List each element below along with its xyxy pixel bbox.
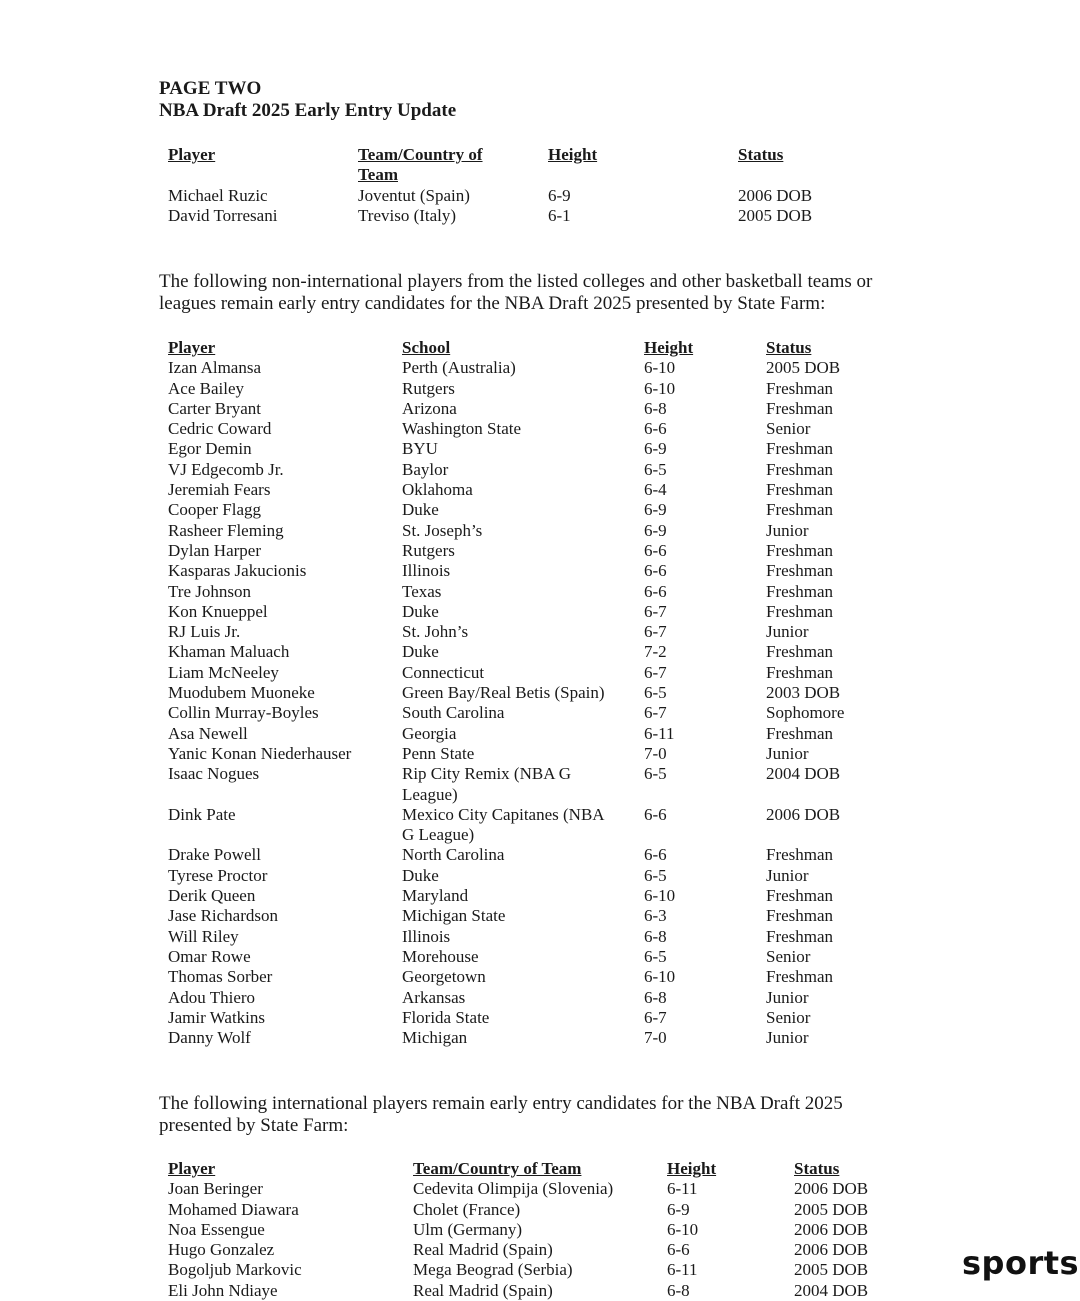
table-cell: Freshman <box>766 906 834 926</box>
table-cell: Morehouse <box>402 946 479 966</box>
table-cell: 2003 DOB <box>766 683 841 703</box>
table-cell: 6-6 <box>644 419 667 439</box>
table-cell: Eli John Ndiaye <box>168 1280 278 1300</box>
table-cell: Perth (Australia) <box>402 358 516 378</box>
table-cell: 7-0 <box>644 1028 667 1048</box>
table-cell: Joan Beringer <box>168 1179 263 1199</box>
table-cell: Junior <box>766 622 809 642</box>
table-cell: Freshman <box>766 845 834 865</box>
table-cell: Freshman <box>766 581 834 601</box>
table-cell: 6-8 <box>644 398 667 418</box>
table-cell: Duke <box>402 601 439 621</box>
table-cell: Freshman <box>766 398 834 418</box>
table-cell: Will Riley <box>168 926 239 946</box>
table-cell: Jeremiah Fears <box>168 480 271 500</box>
table-cell: 6-10 <box>644 378 676 398</box>
table-cell: Carter Bryant <box>168 398 261 418</box>
table-cell: Maryland <box>402 886 469 906</box>
table-cell: 2006 DOB <box>794 1219 869 1239</box>
table-cell: David Torresani <box>168 205 278 225</box>
table-cell: 2005 DOB <box>738 205 813 225</box>
table-cell: 6-5 <box>644 865 667 885</box>
table-cell: Freshman <box>766 500 834 520</box>
table-cell: St. John’s <box>402 622 469 642</box>
table-cell: 6-11 <box>667 1179 698 1199</box>
table-cell: 6-5 <box>644 946 667 966</box>
table-cell: Washington State <box>402 419 522 439</box>
table-cell: Izan Almansa <box>168 358 261 378</box>
table-cell: 2006 DOB <box>794 1179 869 1199</box>
header-cell: Status <box>794 1159 840 1178</box>
table-cell: Kon Knueppel <box>168 601 268 621</box>
table-cell: South Carolina <box>402 703 505 723</box>
table-cell: 6-1 <box>548 205 571 225</box>
table-cell: 6-7 <box>644 703 667 723</box>
table-cell: Kasparas Jakucionis <box>168 561 307 581</box>
table-cell: Michael Ruzic <box>168 185 268 205</box>
table-cell: Rasheer Fleming <box>168 520 284 540</box>
table-cell: Cedevita Olimpija (Slovenia) <box>413 1179 614 1199</box>
table-cell: Senior <box>766 1007 811 1027</box>
table-cell: 6-5 <box>644 459 667 479</box>
table-cell: Thomas Sorber <box>168 967 273 987</box>
table-cell: Yanic Konan Niederhauser <box>168 743 352 763</box>
table-cell: Dink Pate <box>168 804 236 824</box>
table-cell: 6-9 <box>644 439 667 459</box>
table-cell: VJ Edgecomb Jr. <box>168 459 284 479</box>
table-cell: Cholet (France) <box>413 1199 521 1219</box>
table-cell: 2005 DOB <box>794 1199 869 1219</box>
table-cell: 6-7 <box>644 1007 667 1027</box>
table-cell: Arkansas <box>402 987 466 1007</box>
table-cell: Asa Newell <box>168 723 248 743</box>
table-cell: 2004 DOB <box>766 764 841 784</box>
table-cell: 6-10 <box>644 358 676 378</box>
table-cell: 2006 DOB <box>794 1240 869 1260</box>
table-cell: 6-7 <box>644 662 667 682</box>
table-cell: Freshman <box>766 967 834 987</box>
table-cell: Freshman <box>766 926 834 946</box>
table-cell: Freshman <box>766 723 834 743</box>
table-cell: Junior <box>766 520 809 540</box>
page-label: PAGE TWO <box>159 78 262 99</box>
table-cell: Sophomore <box>766 703 845 723</box>
table-cell: 6-11 <box>667 1260 698 1280</box>
table-cell: Texas <box>402 581 442 601</box>
header-cell: Player <box>168 338 216 357</box>
table-cell: Mohamed Diawara <box>168 1199 299 1219</box>
table-cell: Florida State <box>402 1007 490 1027</box>
header-cell: Player <box>168 145 216 164</box>
table-cell: Freshman <box>766 439 834 459</box>
table-cell: Arizona <box>402 398 457 418</box>
table-cell: Danny Wolf <box>168 1028 251 1048</box>
table-cell: Rip City Remix (NBA G League) <box>402 764 572 804</box>
table-cell: 2004 DOB <box>794 1280 869 1300</box>
table-cell: Michigan <box>402 1028 468 1048</box>
table-cell: Junior <box>766 987 809 1007</box>
table-cell: Ace Bailey <box>168 378 244 398</box>
table-cell: Freshman <box>766 459 834 479</box>
table-cell: Michigan State <box>402 906 506 926</box>
header-cell: Status <box>738 145 784 164</box>
table-cell: Isaac Nogues <box>168 764 260 784</box>
table-cell: Baylor <box>402 459 449 479</box>
table-cell: 6-9 <box>667 1199 690 1219</box>
header-cell: School <box>402 338 451 357</box>
table-cell: Freshman <box>766 886 834 906</box>
table-cell: 6-9 <box>644 500 667 520</box>
table-cell: Ulm (Germany) <box>413 1219 523 1239</box>
table-cell: 6-6 <box>644 540 667 560</box>
table-cell: Freshman <box>766 561 834 581</box>
table-cell: Illinois <box>402 926 451 946</box>
table-cell: Freshman <box>766 662 834 682</box>
table-cell: Green Bay/Real Betis (Spain) <box>402 683 605 703</box>
header-cell: Team/Country of Team <box>358 145 483 185</box>
table-cell: Senior <box>766 946 811 966</box>
table-cell: Tre Johnson <box>168 581 251 601</box>
table-cell: Real Madrid (Spain) <box>413 1280 553 1300</box>
table-cell: Hugo Gonzalez <box>168 1240 275 1260</box>
table-cell: Penn State <box>402 743 475 763</box>
table-cell: 6-5 <box>644 683 667 703</box>
table-cell: 7-0 <box>644 743 667 763</box>
table-cell: Junior <box>766 743 809 763</box>
table-cell: Freshman <box>766 601 834 621</box>
table-cell: Freshman <box>766 378 834 398</box>
table-cell: Illinois <box>402 561 451 581</box>
table-cell: 6-8 <box>644 926 667 946</box>
table-cell: Noa Essengue <box>168 1219 265 1239</box>
table-cell: 6-9 <box>548 185 571 205</box>
table-cell: Liam McNeeley <box>168 662 279 682</box>
table-cell: 6-3 <box>644 906 667 926</box>
table-cell: 6-10 <box>644 886 676 906</box>
header-cell: Height <box>667 1159 717 1178</box>
table-cell: 6-6 <box>644 561 667 581</box>
table-cell: North Carolina <box>402 845 505 865</box>
table-cell: Drake Powell <box>168 845 262 865</box>
table-cell: 6-10 <box>667 1219 699 1239</box>
table-cell: Senior <box>766 419 811 439</box>
table-cell: 2005 DOB <box>766 358 841 378</box>
table-cell: Freshman <box>766 540 834 560</box>
table-cell: Freshman <box>766 480 834 500</box>
table-cell: Duke <box>402 865 439 885</box>
table-cell: Bogoljub Markovic <box>168 1260 302 1280</box>
table-cell: 2006 DOB <box>738 185 813 205</box>
table-cell: Jamir Watkins <box>168 1007 266 1027</box>
table-cell: 6-6 <box>644 845 667 865</box>
table-cell: 6-11 <box>644 723 675 743</box>
table-cell: Oklahoma <box>402 480 473 500</box>
table-cell: Rutgers <box>402 540 455 560</box>
table-cell: Junior <box>766 865 809 885</box>
table-cell: Connecticut <box>402 662 485 682</box>
table-cell: 2006 DOB <box>766 804 841 824</box>
table-cell: Adou Thiero <box>168 987 256 1007</box>
table-cell: 6-5 <box>644 764 667 784</box>
table-cell: Khaman Maluach <box>168 642 290 662</box>
header-cell: Height <box>644 338 694 357</box>
page-title: NBA Draft 2025 Early Entry Update <box>159 100 457 121</box>
table-cell: Omar Rowe <box>168 946 251 966</box>
table-cell: 6-8 <box>667 1280 690 1300</box>
table-cell: Rutgers <box>402 378 455 398</box>
table-cell: Mexico City Capitanes (NBA G League) <box>402 804 604 845</box>
table-cell: 6-6 <box>644 804 667 824</box>
header-cell: Height <box>548 145 598 164</box>
table-cell: Derik Queen <box>168 886 256 906</box>
table-cell: Mega Beograd (Serbia) <box>413 1260 573 1280</box>
table-cell: Cedric Coward <box>168 419 272 439</box>
table-cell: Dylan Harper <box>168 540 261 560</box>
table-cell: 6-4 <box>644 480 667 500</box>
table-cell: 6-9 <box>644 520 667 540</box>
header-cell: Player <box>168 1159 216 1178</box>
table-cell: 6-7 <box>644 622 667 642</box>
section3-intro: The following international players remain early entry candidates for the NBA Draft 2025 presented by State Farm: <box>159 1093 843 1136</box>
table-cell: 6-8 <box>644 987 667 1007</box>
table-cell: 6-6 <box>667 1240 690 1260</box>
table-cell: Georgia <box>402 723 457 743</box>
table-cell: 7-2 <box>644 642 667 662</box>
table-cell: Muodubem Muoneke <box>168 683 315 703</box>
table-cell: Real Madrid (Spain) <box>413 1240 553 1260</box>
section2-intro: The following non-international players from the listed colleges and other basketball teams or leagues remain early entry candidates for the NBA Draft 2025 presented by State Farm: <box>159 271 873 314</box>
table-cell: Egor Demin <box>168 439 252 459</box>
watermark-logo: sports <box>962 1244 1080 1282</box>
table-cell: Freshman <box>766 642 834 662</box>
table-cell: 6-7 <box>644 601 667 621</box>
table-cell: St. Joseph’s <box>402 520 483 540</box>
table-cell: Collin Murray-Boyles <box>168 703 319 723</box>
table-cell: Georgetown <box>402 967 486 987</box>
table-cell: Joventut (Spain) <box>358 185 470 205</box>
table-cell: 2005 DOB <box>794 1260 869 1280</box>
table-cell: 6-6 <box>644 581 667 601</box>
table-cell: Jase Richardson <box>168 906 279 926</box>
header-cell: Status <box>766 338 812 357</box>
table-cell: Duke <box>402 500 439 520</box>
table-cell: RJ Luis Jr. <box>168 622 241 642</box>
table-cell: 6-10 <box>644 967 676 987</box>
table-cell: Tyrese Proctor <box>168 865 268 885</box>
table-cell: Junior <box>766 1028 809 1048</box>
table-cell: Treviso (Italy) <box>358 205 457 225</box>
table-cell: Duke <box>402 642 439 662</box>
table-cell: BYU <box>402 439 438 459</box>
header-cell: Team/Country of Team <box>413 1159 582 1178</box>
table-cell: Cooper Flagg <box>168 500 262 520</box>
